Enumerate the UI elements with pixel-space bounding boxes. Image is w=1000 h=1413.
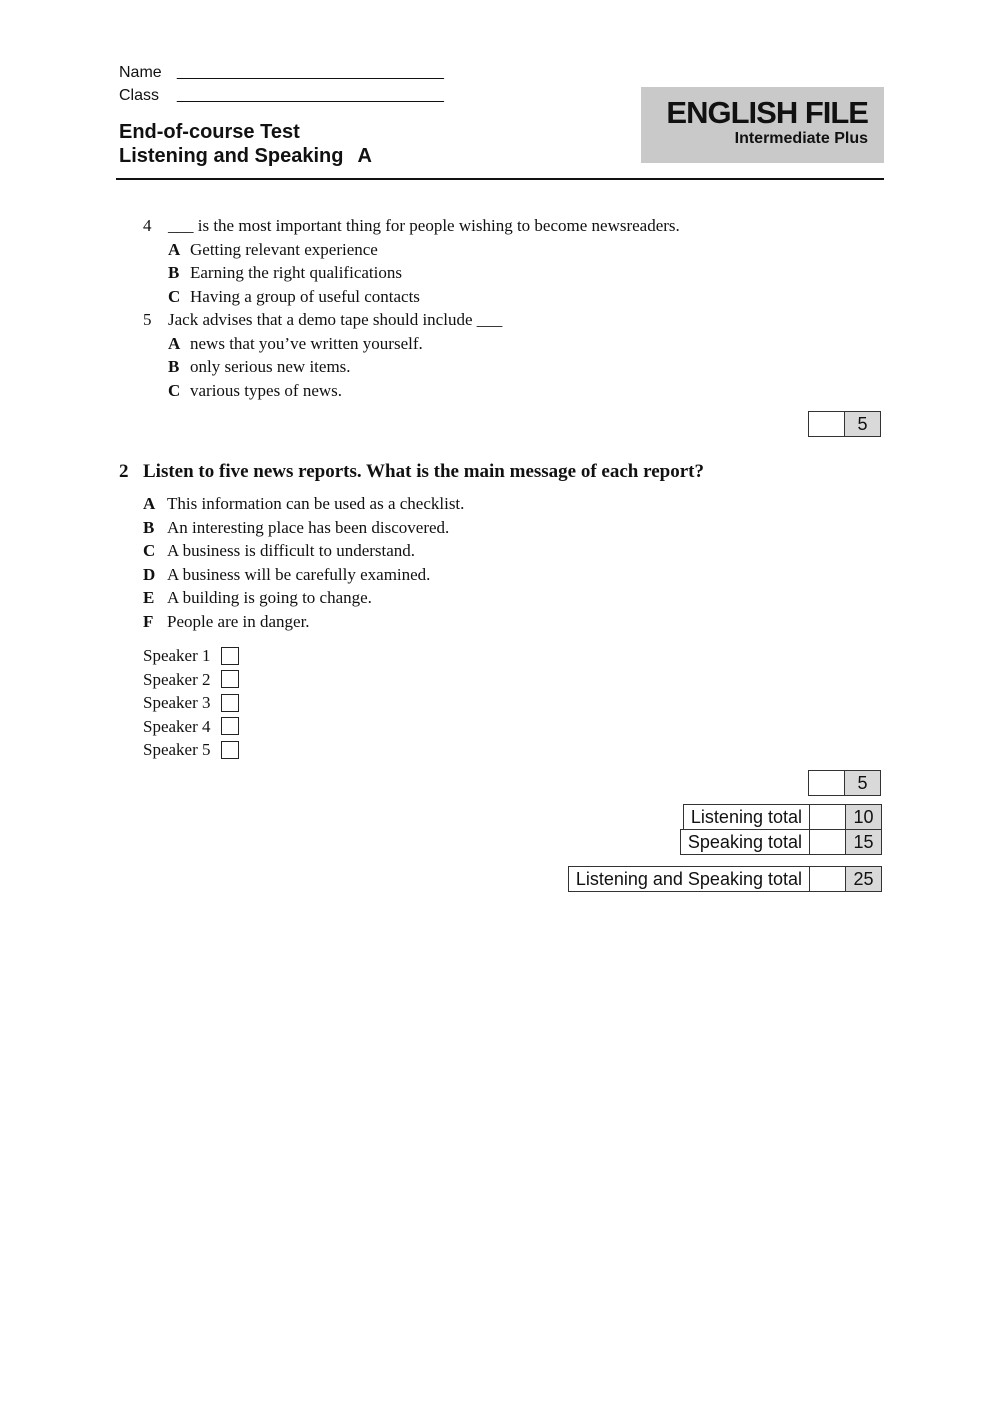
part2-score-input[interactable] <box>808 770 845 796</box>
combined-total-max: 25 <box>845 866 882 892</box>
part2-heading <box>119 461 704 483</box>
page-title-line1: End-of-course Test <box>119 121 300 143</box>
speaker-row: Speaker 3 <box>143 691 239 715</box>
speaker-3-answer-box[interactable] <box>221 694 239 712</box>
listening-total-max: 10 <box>845 804 882 830</box>
speaking-total-label: Speaking total <box>680 829 810 855</box>
question-number: 5 <box>143 310 152 329</box>
combined-total-label: Listening and Speaking total <box>568 866 810 892</box>
option-5b[interactable]: B only serious new items. <box>168 357 351 376</box>
part2-options <box>143 492 464 633</box>
option-5a[interactable]: A news that you’ve written yourself. <box>168 333 423 353</box>
option-5c[interactable]: C various types of news. <box>168 380 343 400</box>
part2-number: 2 <box>119 461 129 482</box>
speaker-2-answer-box[interactable] <box>221 670 239 688</box>
name-field[interactable]: ______________________________ <box>177 63 444 80</box>
combined-total-row <box>568 866 882 892</box>
name-label: Name <box>119 64 162 81</box>
speaking-total-max: 15 <box>845 829 882 855</box>
part2-option-f: F People are in danger. <box>143 611 310 631</box>
speaker-row: Speaker 4 <box>143 715 239 739</box>
class-label: Class <box>119 87 160 104</box>
class-field[interactable]: ______________________________ <box>177 86 444 103</box>
part2-option-b: B An interesting place has been discovered. <box>143 517 450 537</box>
option-4a[interactable]: A Getting relevant experience <box>168 239 378 259</box>
part1-max-score: 5 <box>844 411 881 437</box>
part2-option-e: E A building is going to change. <box>143 588 372 607</box>
brand-logo <box>641 87 884 163</box>
speaking-total-input[interactable] <box>809 829 846 855</box>
speaking-total-row <box>680 829 882 855</box>
option-4b[interactable]: B Earning the right qualifications <box>168 263 402 282</box>
part2-option-c: C A business is difficult to understand. <box>143 541 416 560</box>
speaker-1-answer-box[interactable] <box>221 647 239 665</box>
question-4 <box>143 214 680 402</box>
brand-sub: Intermediate Plus <box>734 130 868 147</box>
part2-max-score: 5 <box>844 770 881 796</box>
speaker-row: Speaker 2 <box>143 668 239 692</box>
speaker-5-answer-box[interactable] <box>221 741 239 759</box>
option-4c[interactable]: C Having a group of useful contacts <box>168 286 420 306</box>
brand-main: ENGLISH FILE <box>666 95 868 130</box>
question-text: Jack advises that a demo tape should include ___ <box>168 310 503 329</box>
listening-total-label: Listening total <box>683 804 810 830</box>
part2-option-a: A This information can be used as a checklist. <box>143 494 465 513</box>
question-number: 4 <box>143 216 152 235</box>
part2-option-d: D A business will be carefully examined. <box>143 564 431 584</box>
listening-total-row <box>683 804 882 830</box>
speaker-4-answer-box[interactable] <box>221 717 239 735</box>
part2-score-box <box>808 770 881 796</box>
speaker-list <box>143 644 239 762</box>
title-section: Listening and Speaking <box>119 145 344 167</box>
listening-total-input[interactable] <box>809 804 846 830</box>
page-title-line2 <box>119 144 372 168</box>
combined-total-input[interactable] <box>809 866 846 892</box>
title-version: A <box>357 145 372 167</box>
part1-score-box <box>808 411 881 437</box>
part1-score-input[interactable] <box>808 411 845 437</box>
header-rule <box>116 178 884 180</box>
question-text: ___ is the most important thing for people wishing to become newsreaders. <box>168 216 680 235</box>
part2-heading-text: Listen to five news reports. What is the main message of each report? <box>143 461 704 482</box>
speaker-row: Speaker 5 <box>143 738 239 762</box>
speaker-row: Speaker 1 <box>143 644 239 668</box>
